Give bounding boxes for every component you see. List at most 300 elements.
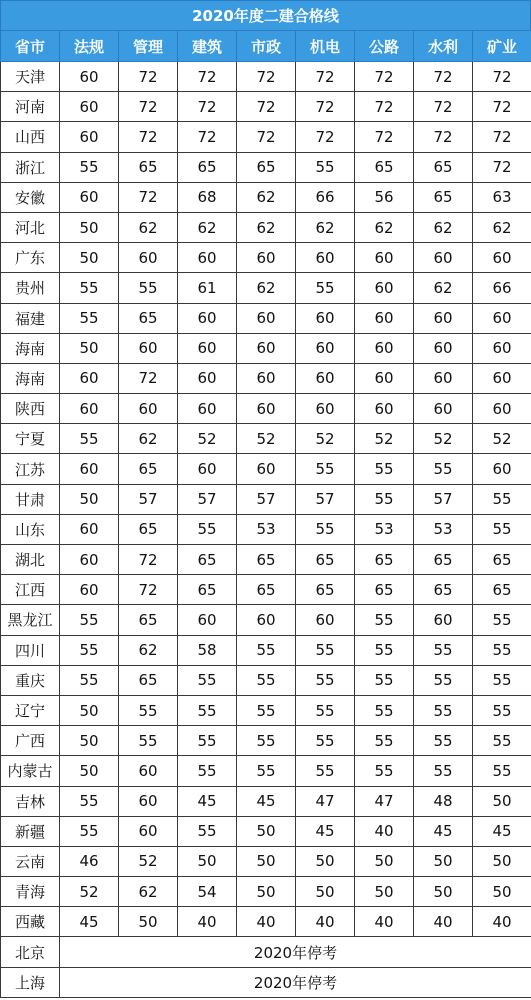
score-cell: 60: [237, 333, 296, 363]
province-cell: 西藏: [1, 907, 60, 937]
score-cell: 54: [178, 877, 237, 907]
score-cell: 65: [237, 575, 296, 605]
score-cell: 72: [414, 62, 473, 92]
province-cell: 新疆: [1, 816, 60, 846]
score-cell: 72: [296, 122, 355, 152]
score-cell: 52: [355, 424, 414, 454]
score-cell: 60: [296, 363, 355, 393]
score-cell: 66: [296, 182, 355, 212]
score-cell: 50: [355, 846, 414, 876]
score-cell: 50: [60, 212, 119, 242]
province-cell: 北京: [1, 937, 60, 967]
score-cell: 52: [414, 424, 473, 454]
score-cell: 55: [414, 454, 473, 484]
province-cell: 黑龙江: [1, 605, 60, 635]
province-cell: 吉林: [1, 786, 60, 816]
score-cell: 55: [119, 695, 178, 725]
score-cell: 50: [296, 846, 355, 876]
score-cell: 57: [119, 484, 178, 514]
score-cell: 60: [178, 243, 237, 273]
score-cell: 55: [355, 484, 414, 514]
header-cell-management: 管理: [119, 31, 178, 62]
score-cell: 45: [178, 786, 237, 816]
suspended-row: [1, 937, 531, 967]
score-cell: 46: [60, 846, 119, 876]
score-cell: 60: [355, 333, 414, 363]
score-cell: 55: [414, 756, 473, 786]
table-row: [1, 877, 531, 907]
score-cell: 55: [296, 635, 355, 665]
score-cell: 60: [119, 394, 178, 424]
score-cell: 62: [237, 182, 296, 212]
score-cell: 65: [414, 182, 473, 212]
score-cell: 55: [178, 726, 237, 756]
score-cell: 60: [355, 363, 414, 393]
score-cell: 62: [119, 877, 178, 907]
score-cell: 55: [119, 726, 178, 756]
province-cell: 海南: [1, 363, 60, 393]
score-cell: 60: [296, 303, 355, 333]
score-cell: 55: [355, 454, 414, 484]
score-cell: 55: [414, 665, 473, 695]
score-cell: 45: [296, 816, 355, 846]
score-cell: 60: [60, 92, 119, 122]
score-cell: 55: [60, 152, 119, 182]
score-cell: 72: [178, 92, 237, 122]
score-cell: 60: [119, 333, 178, 363]
table-row: [1, 907, 531, 937]
table-row: [1, 454, 531, 484]
score-cell: 55: [178, 695, 237, 725]
score-cell: 53: [355, 514, 414, 544]
score-cell: 50: [414, 846, 473, 876]
score-table: [0, 30, 531, 998]
table-row: [1, 122, 531, 152]
score-cell: 60: [414, 243, 473, 273]
suspended-note: 2020年停考: [60, 937, 531, 967]
score-cell: 50: [473, 877, 531, 907]
score-cell: 72: [473, 62, 531, 92]
score-cell: 60: [414, 394, 473, 424]
score-cell: 60: [60, 62, 119, 92]
header-cell-law: 法规: [60, 31, 119, 62]
header-cell-highway: 公路: [355, 31, 414, 62]
score-cell: 55: [473, 635, 531, 665]
table-row: [1, 786, 531, 816]
score-cell: 72: [237, 92, 296, 122]
score-cell: 65: [119, 303, 178, 333]
score-cell: 50: [60, 333, 119, 363]
score-cell: 62: [119, 635, 178, 665]
score-cell: 65: [178, 575, 237, 605]
score-cell: 50: [414, 877, 473, 907]
header-cell-municipal: 市政: [237, 31, 296, 62]
score-cell: 62: [355, 212, 414, 242]
score-cell: 60: [414, 363, 473, 393]
score-cell: 68: [178, 182, 237, 212]
table-row: [1, 212, 531, 242]
score-cell: 62: [473, 212, 531, 242]
score-cell: 60: [60, 514, 119, 544]
score-cell: 55: [237, 695, 296, 725]
score-cell: 55: [473, 484, 531, 514]
score-cell: 55: [414, 726, 473, 756]
score-cell: 40: [414, 907, 473, 937]
header-cell-province: 省市: [1, 31, 60, 62]
header-cell-water: 水利: [414, 31, 473, 62]
table-row: [1, 152, 531, 182]
table-row: [1, 394, 531, 424]
score-cell: 60: [355, 273, 414, 303]
score-cell: 65: [237, 152, 296, 182]
score-cell: 65: [414, 575, 473, 605]
score-cell: 57: [178, 484, 237, 514]
score-cell: 55: [119, 273, 178, 303]
score-cell: 55: [473, 695, 531, 725]
score-cell: 72: [119, 62, 178, 92]
score-cell: 72: [355, 62, 414, 92]
score-cell: 55: [178, 756, 237, 786]
score-cell: 65: [119, 605, 178, 635]
score-cell: 61: [178, 273, 237, 303]
score-cell: 60: [178, 333, 237, 363]
province-cell: 上海: [1, 967, 60, 997]
score-cell: 65: [237, 545, 296, 575]
province-cell: 云南: [1, 846, 60, 876]
score-cell: 52: [237, 424, 296, 454]
header-cell-construction: 建筑: [178, 31, 237, 62]
score-cell: 65: [296, 545, 355, 575]
score-cell: 60: [473, 394, 531, 424]
score-cell: 50: [237, 877, 296, 907]
score-cell: 60: [296, 605, 355, 635]
score-cell: 72: [119, 122, 178, 152]
score-cell: 47: [355, 786, 414, 816]
score-cell: 55: [296, 695, 355, 725]
score-cell: 60: [296, 243, 355, 273]
score-cell: 65: [178, 545, 237, 575]
score-cell: 50: [296, 877, 355, 907]
score-cell: 55: [296, 514, 355, 544]
score-cell: 53: [414, 514, 473, 544]
score-cell: 62: [178, 212, 237, 242]
province-cell: 辽宁: [1, 695, 60, 725]
score-cell: 60: [60, 394, 119, 424]
table-row: [1, 303, 531, 333]
score-cell: 65: [119, 665, 178, 695]
score-cell: 65: [355, 545, 414, 575]
score-cell: 50: [60, 695, 119, 725]
score-cell: 50: [60, 243, 119, 273]
table-row: [1, 575, 531, 605]
province-cell: 贵州: [1, 273, 60, 303]
score-cell: 60: [237, 605, 296, 635]
score-cell: 72: [178, 62, 237, 92]
score-cell: 57: [414, 484, 473, 514]
score-cell: 55: [237, 635, 296, 665]
score-cell: 55: [178, 665, 237, 695]
score-cell: 40: [355, 907, 414, 937]
table-row: [1, 243, 531, 273]
province-cell: 安徽: [1, 182, 60, 212]
score-cell: 45: [414, 816, 473, 846]
province-cell: 广西: [1, 726, 60, 756]
province-cell: 河南: [1, 92, 60, 122]
score-cell: 72: [119, 545, 178, 575]
score-cell: 60: [237, 303, 296, 333]
score-cell: 52: [60, 877, 119, 907]
score-cell: 72: [414, 92, 473, 122]
score-cell: 50: [237, 816, 296, 846]
table-row: [1, 62, 531, 92]
score-cell: 60: [237, 454, 296, 484]
province-cell: 广东: [1, 243, 60, 273]
score-cell: 60: [60, 122, 119, 152]
score-cell: 60: [355, 394, 414, 424]
score-cell: 72: [119, 182, 178, 212]
score-cell: 50: [473, 786, 531, 816]
score-cell: 60: [178, 454, 237, 484]
province-cell: 重庆: [1, 665, 60, 695]
province-cell: 湖北: [1, 545, 60, 575]
score-cell: 55: [60, 665, 119, 695]
score-cell: 60: [473, 454, 531, 484]
score-cell: 55: [296, 756, 355, 786]
score-cell: 55: [60, 786, 119, 816]
table-title: 2020年度二建合格线: [0, 0, 531, 30]
table-row: [1, 726, 531, 756]
score-cell: 72: [237, 62, 296, 92]
score-cell: 60: [355, 303, 414, 333]
score-cell: 60: [237, 394, 296, 424]
province-cell: 山西: [1, 122, 60, 152]
score-cell: 50: [60, 726, 119, 756]
score-cell: 58: [178, 635, 237, 665]
score-cell: 50: [473, 846, 531, 876]
score-cell: 45: [473, 816, 531, 846]
score-cell: 45: [60, 907, 119, 937]
score-cell: 60: [60, 545, 119, 575]
table-row: [1, 92, 531, 122]
table-body: [1, 62, 531, 998]
score-cell: 55: [237, 726, 296, 756]
score-cell: 62: [237, 273, 296, 303]
score-cell: 52: [178, 424, 237, 454]
score-cell: 55: [473, 605, 531, 635]
score-cell: 55: [296, 454, 355, 484]
header-row: [1, 31, 531, 62]
score-cell: 40: [237, 907, 296, 937]
score-cell: 60: [414, 605, 473, 635]
score-cell: 60: [60, 363, 119, 393]
table-row: [1, 514, 531, 544]
score-cell: 72: [355, 122, 414, 152]
province-cell: 海南: [1, 333, 60, 363]
score-cell: 65: [119, 152, 178, 182]
score-cell: 62: [237, 212, 296, 242]
score-cell: 60: [60, 575, 119, 605]
score-cell: 55: [355, 726, 414, 756]
score-cell: 50: [237, 846, 296, 876]
suspended-row: [1, 967, 531, 997]
province-cell: 四川: [1, 635, 60, 665]
score-cell: 60: [414, 333, 473, 363]
score-cell: 62: [119, 424, 178, 454]
table-row: [1, 182, 531, 212]
score-cell: 60: [473, 363, 531, 393]
score-cell: 55: [355, 695, 414, 725]
province-cell: 陕西: [1, 394, 60, 424]
score-cell: 55: [296, 665, 355, 695]
score-cell: 72: [178, 122, 237, 152]
score-cell: 55: [60, 816, 119, 846]
score-cell: 45: [237, 786, 296, 816]
score-cell: 60: [119, 756, 178, 786]
table-row: [1, 605, 531, 635]
score-cell: 65: [355, 152, 414, 182]
province-cell: 江苏: [1, 454, 60, 484]
score-cell: 72: [119, 92, 178, 122]
score-cell: 72: [119, 575, 178, 605]
score-cell: 60: [237, 243, 296, 273]
score-cell: 60: [473, 243, 531, 273]
province-cell: 福建: [1, 303, 60, 333]
table-row: [1, 424, 531, 454]
score-cell: 55: [473, 665, 531, 695]
score-cell: 55: [178, 816, 237, 846]
suspended-note: 2020年停考: [60, 967, 531, 997]
score-cell: 65: [119, 454, 178, 484]
score-cell: 60: [355, 243, 414, 273]
score-cell: 72: [473, 92, 531, 122]
score-cell: 40: [178, 907, 237, 937]
score-cell: 63: [473, 182, 531, 212]
score-cell: 65: [355, 575, 414, 605]
score-cell: 60: [237, 363, 296, 393]
table-row: [1, 695, 531, 725]
score-cell: 40: [296, 907, 355, 937]
score-cell: 55: [414, 695, 473, 725]
score-cell: 60: [119, 816, 178, 846]
score-cell: 72: [414, 122, 473, 152]
score-cell: 60: [178, 363, 237, 393]
score-cell: 52: [119, 846, 178, 876]
score-cell: 47: [296, 786, 355, 816]
score-cell: 57: [237, 484, 296, 514]
score-cell: 56: [355, 182, 414, 212]
table-row: [1, 756, 531, 786]
table-row: [1, 273, 531, 303]
province-cell: 青海: [1, 877, 60, 907]
score-cell: 60: [178, 605, 237, 635]
score-cell: 55: [355, 665, 414, 695]
province-cell: 甘肃: [1, 484, 60, 514]
score-cell: 72: [119, 363, 178, 393]
score-cell: 60: [296, 394, 355, 424]
score-cell: 50: [60, 484, 119, 514]
table-row: [1, 635, 531, 665]
score-cell: 52: [296, 424, 355, 454]
score-cell: 60: [119, 243, 178, 273]
score-cell: 55: [355, 605, 414, 635]
score-cell: 72: [473, 152, 531, 182]
score-cell: 55: [237, 756, 296, 786]
header-cell-electromechanical: 机电: [296, 31, 355, 62]
table-row: [1, 363, 531, 393]
table-row: [1, 665, 531, 695]
score-cell: 55: [473, 514, 531, 544]
score-cell: 55: [296, 726, 355, 756]
table-row: [1, 846, 531, 876]
score-cell: 60: [60, 182, 119, 212]
score-cell: 72: [296, 92, 355, 122]
score-cell: 72: [473, 122, 531, 152]
score-cell: 55: [473, 726, 531, 756]
score-cell: 65: [473, 575, 531, 605]
score-cell: 48: [414, 786, 473, 816]
score-cell: 62: [414, 212, 473, 242]
score-cell: 60: [178, 303, 237, 333]
score-cell: 52: [473, 424, 531, 454]
score-cell: 55: [473, 756, 531, 786]
score-cell: 50: [60, 756, 119, 786]
table-row: [1, 545, 531, 575]
score-cell: 55: [60, 303, 119, 333]
score-cell: 66: [473, 273, 531, 303]
score-cell: 72: [296, 62, 355, 92]
score-cell: 50: [178, 846, 237, 876]
score-cell: 53: [237, 514, 296, 544]
score-cell: 60: [414, 303, 473, 333]
score-cell: 60: [178, 394, 237, 424]
score-cell: 60: [296, 333, 355, 363]
score-cell: 55: [355, 756, 414, 786]
score-cell: 57: [296, 484, 355, 514]
province-cell: 宁夏: [1, 424, 60, 454]
province-cell: 山东: [1, 514, 60, 544]
score-cell: 62: [119, 212, 178, 242]
score-cell: 72: [355, 92, 414, 122]
province-cell: 天津: [1, 62, 60, 92]
score-cell: 55: [60, 424, 119, 454]
score-cell: 55: [60, 635, 119, 665]
score-cell: 62: [296, 212, 355, 242]
score-cell: 60: [60, 454, 119, 484]
province-cell: 江西: [1, 575, 60, 605]
score-cell: 55: [414, 635, 473, 665]
score-cell: 65: [414, 152, 473, 182]
score-cell: 50: [355, 877, 414, 907]
score-cell: 55: [178, 514, 237, 544]
score-cell: 55: [60, 273, 119, 303]
score-cell: 65: [296, 575, 355, 605]
table-row: [1, 484, 531, 514]
score-cell: 50: [119, 907, 178, 937]
score-cell: 55: [237, 665, 296, 695]
score-cell: 60: [119, 786, 178, 816]
table-row: [1, 333, 531, 363]
province-cell: 浙江: [1, 152, 60, 182]
score-cell: 60: [473, 303, 531, 333]
score-cell: 65: [119, 514, 178, 544]
score-cell: 60: [473, 333, 531, 363]
score-cell: 72: [237, 122, 296, 152]
score-cell: 62: [414, 273, 473, 303]
province-cell: 内蒙古: [1, 756, 60, 786]
table-row: [1, 816, 531, 846]
score-cell: 55: [296, 152, 355, 182]
score-cell: 40: [355, 816, 414, 846]
